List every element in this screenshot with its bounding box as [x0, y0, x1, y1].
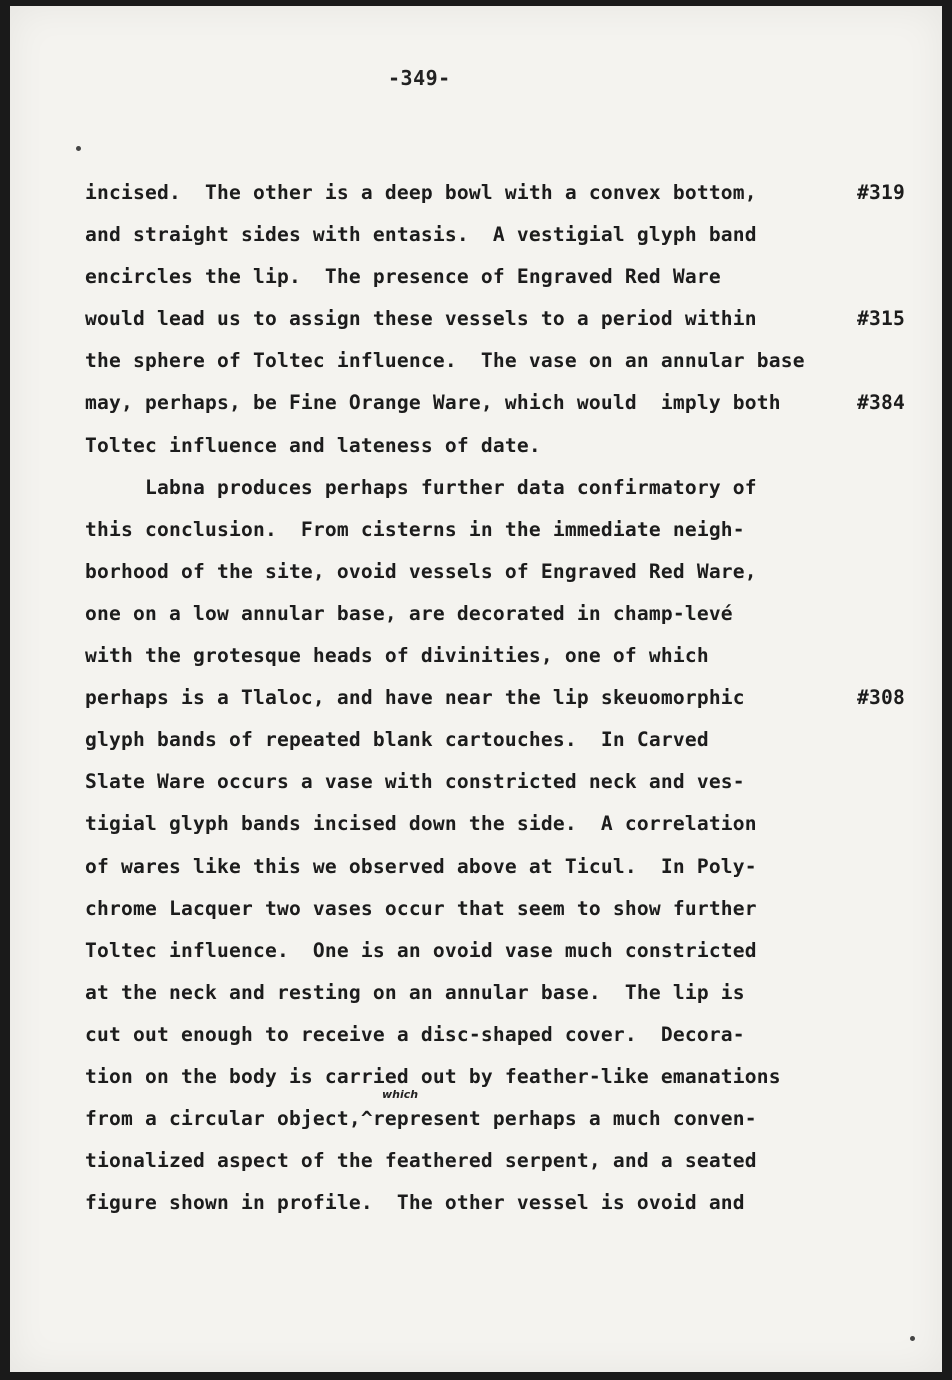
- line-text: tionalized aspect of the feathered serpent, and a seated: [85, 1149, 757, 1173]
- line-text: tion on the body is carried out by feather-like emanations: [85, 1064, 781, 1088]
- margin-reference: #384: [857, 391, 905, 415]
- line-text: Labna produces perhaps further data confirmatory of: [85, 475, 757, 499]
- line-text: the sphere of Toltec influence. The vase on an annular base: [85, 349, 805, 373]
- text-line: [85, 719, 925, 761]
- line-text: Toltec influence. One is an ovoid vase much constricted: [85, 938, 757, 962]
- line-text: perhaps is a Tlaloc, and have near the lip skeuomorphic: [85, 686, 745, 710]
- text-line: [85, 256, 925, 298]
- text-line: [85, 1182, 925, 1224]
- margin-reference: #315: [857, 307, 905, 331]
- text-line: [85, 425, 925, 467]
- line-text: would lead us to assign these vessels to a period within: [85, 307, 757, 331]
- line-text: from a circular object,^represent perhaps a much conven-: [85, 1107, 757, 1131]
- line-text: borhood of the site, ovoid vessels of Engraved Red Ware,: [85, 559, 757, 583]
- text-line: [85, 1140, 925, 1182]
- body-text: [85, 172, 925, 1224]
- text-line: [85, 1056, 925, 1098]
- line-text: and straight sides with entasis. A vestigial glyph band: [85, 223, 757, 247]
- line-text: of wares like this we observed above at Ticul. In Poly-: [85, 854, 757, 878]
- text-line: [85, 214, 925, 256]
- line-text: incised. The other is a deep bowl with a convex bottom,: [85, 181, 757, 204]
- handwritten-insertion: which: [382, 1088, 419, 1101]
- line-text: one on a low annular base, are decorated in champ-levé: [85, 601, 733, 625]
- text-line: [85, 761, 925, 803]
- margin-reference: #308: [857, 686, 905, 710]
- margin-reference: #319: [857, 181, 905, 204]
- line-text: Toltec influence and lateness of date.: [85, 433, 541, 457]
- line-text: with the grotesque heads of divinities, one of which: [85, 644, 709, 668]
- line-text: this conclusion. From cisterns in the immediate neigh-: [85, 517, 745, 541]
- line-text: tigial glyph bands incised down the side. A correlation: [85, 812, 757, 836]
- text-line: [85, 509, 925, 551]
- line-text: chrome Lacquer two vases occur that seem to show further: [85, 896, 757, 920]
- ink-speck: [910, 1336, 915, 1341]
- text-line: [85, 803, 925, 845]
- line-text: figure shown in profile. The other vessel is ovoid and: [85, 1191, 745, 1215]
- text-line: [85, 846, 925, 888]
- text-line: [85, 593, 925, 635]
- text-line: [85, 1098, 925, 1140]
- line-text: may, perhaps, be Fine Orange Ware, which would imply both: [85, 391, 781, 415]
- page-number: -349-: [388, 66, 451, 90]
- line-text: at the neck and resting on an annular base. The lip is: [85, 980, 745, 1004]
- text-line: [85, 677, 925, 719]
- text-line: [85, 298, 925, 340]
- line-text: cut out enough to receive a disc-shaped cover. Decora-: [85, 1022, 745, 1046]
- text-line: [85, 551, 925, 593]
- line-text: encircles the lip. The presence of Engraved Red Ware: [85, 265, 721, 289]
- text-line: [85, 930, 925, 972]
- document-page: [10, 6, 942, 1372]
- text-line: [85, 382, 925, 424]
- text-line: [85, 972, 925, 1014]
- text-line: [85, 467, 925, 509]
- text-line: [85, 340, 925, 382]
- text-line: [85, 888, 925, 930]
- text-line: [85, 172, 925, 214]
- text-line: [85, 1014, 925, 1056]
- line-text: glyph bands of repeated blank cartouches. In Carved: [85, 728, 709, 752]
- ink-speck: [76, 146, 81, 151]
- line-text: Slate Ware occurs a vase with constricted neck and ves-: [85, 770, 745, 794]
- text-line: [85, 635, 925, 677]
